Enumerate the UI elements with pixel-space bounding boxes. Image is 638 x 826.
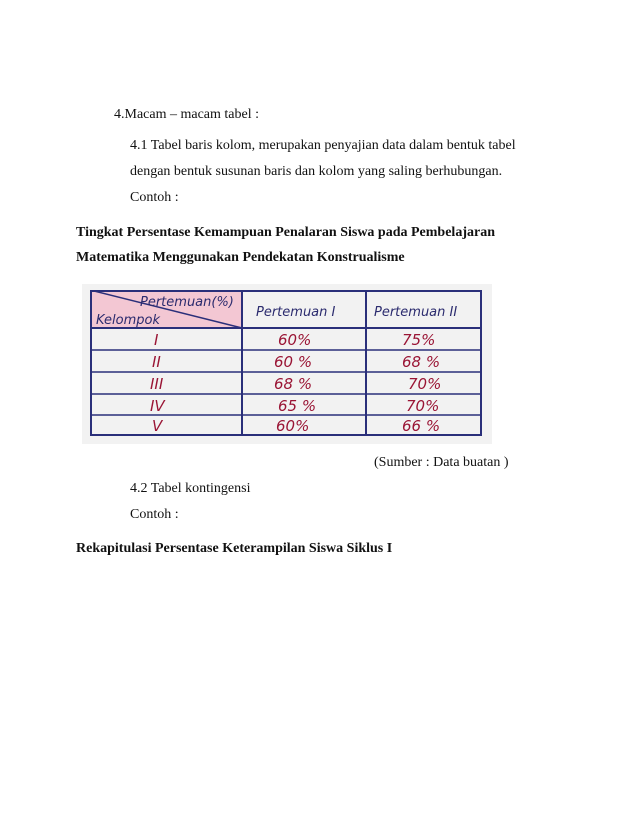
p2-cell: 70% [408, 375, 442, 393]
item2-example: Contoh : [130, 507, 179, 522]
source-note: (Sumber : Data buatan ) [374, 455, 509, 470]
corner-top-label: Pertemuan(%) [140, 295, 234, 310]
p1-cell: 60% [276, 417, 310, 435]
item1-line2: dengan bentuk susunan baris dan kolom yang saling berhubungan. [130, 164, 503, 179]
p2-cell: 68 % [402, 353, 441, 371]
p2-cell: 66 % [402, 417, 441, 435]
table2-title: Rekapitulasi Persentase Keterampilan Siswa Siklus I [76, 541, 393, 556]
group-cell: IV [150, 397, 165, 415]
col1-header: Pertemuan I [256, 305, 336, 320]
table-row [152, 353, 440, 371]
table1-title-line1: Tingkat Persentase Kemampuan Penalaran Siswa pada Pembelajaran [76, 225, 495, 240]
section-heading: 4.Macam – macam tabel : [114, 107, 259, 122]
p2-cell: 75% [402, 331, 436, 349]
p1-cell: 60 % [274, 353, 313, 371]
col2-header: Pertemuan II [374, 305, 458, 320]
group-cell: III [150, 375, 164, 393]
p2-cell: 70% [406, 397, 440, 415]
table1-title-line2: Matematika Menggunakan Pendekatan Konstrualisme [76, 250, 405, 265]
p1-cell: 60% [278, 331, 312, 349]
handwritten-table [90, 290, 482, 436]
p1-cell: 65 % [278, 397, 317, 415]
group-cell: II [152, 353, 161, 371]
table-row [150, 375, 441, 393]
item2-label: 4.2 Tabel kontingensi [130, 481, 251, 496]
group-cell: I [154, 331, 159, 349]
corner-bottom-label: Kelompok [96, 313, 161, 328]
table-row [154, 331, 435, 349]
table-row [150, 397, 439, 415]
item1-example: Contoh : [130, 190, 179, 205]
group-cell: V [152, 417, 163, 435]
p1-cell: 68 % [274, 375, 313, 393]
table-row [152, 417, 440, 435]
item1-line1: 4.1 Tabel baris kolom, merupakan penyajian data dalam bentuk tabel [130, 138, 516, 153]
handwritten-table-photo [82, 284, 492, 444]
